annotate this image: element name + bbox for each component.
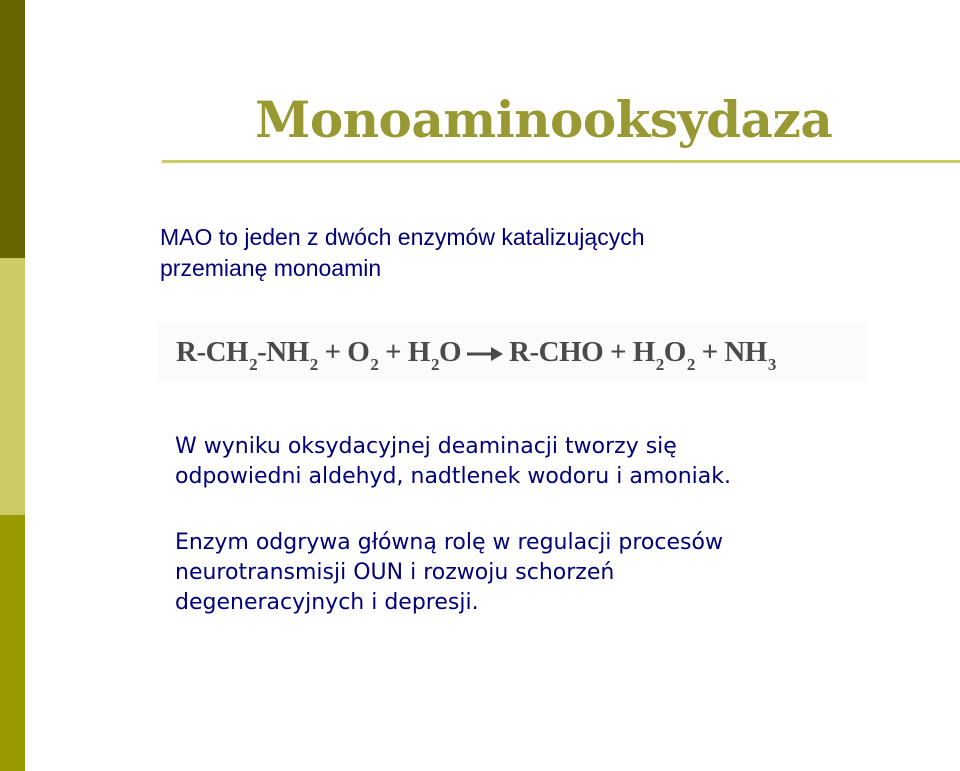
equation-term: + H [378,336,430,368]
intro-line: przemianę monoamin [160,255,382,281]
equation-subscript: 3 [767,355,776,374]
reaction-arrow-icon [465,344,505,364]
equation-term: + NH [694,336,767,368]
equation-subscript: 2 [249,355,258,374]
equation-subscript: 2 [309,355,318,374]
paragraph-role [175,528,935,618]
reaction-equation [158,322,868,382]
paragraph-line: W wyniku oksydacyjnej deaminacji tworzy się [175,434,677,459]
equation-term: R-CHO + H [509,336,655,368]
equation-term: -NH [257,336,309,368]
equation-term: + O [317,336,370,368]
equation-subscript: 2 [430,355,439,374]
paragraph-line: Enzym odgrywa główną rolę w regulacji procesów [175,530,723,555]
paragraph-line: degeneracyjnych i depresji. [175,590,479,615]
equation-term: R-CH [176,336,249,368]
paragraph-deamination [175,432,935,492]
intro-text [160,222,920,284]
equation-subscript: 2 [370,355,379,374]
equation-subscript: 2 [686,355,695,374]
sidebar-bottom-stripe [0,515,25,771]
equation-term: O [663,336,686,368]
paragraph-line: neurotransmisji OUN i rozwoju schorzeń [175,560,615,585]
sidebar-middle-stripe [0,258,25,515]
title-underline [162,160,960,163]
slide-title: Monoaminooksydaza [255,90,833,149]
equation-subscript: 2 [655,355,664,374]
sidebar-top-stripe [0,0,25,258]
paragraph-line: odpowiedni aldehyd, nadtlenek wodoru i amoniak. [175,464,731,489]
intro-line: MAO to jeden z dwóch enzymów katalizujących [160,224,645,250]
equation-term: O [438,336,462,368]
